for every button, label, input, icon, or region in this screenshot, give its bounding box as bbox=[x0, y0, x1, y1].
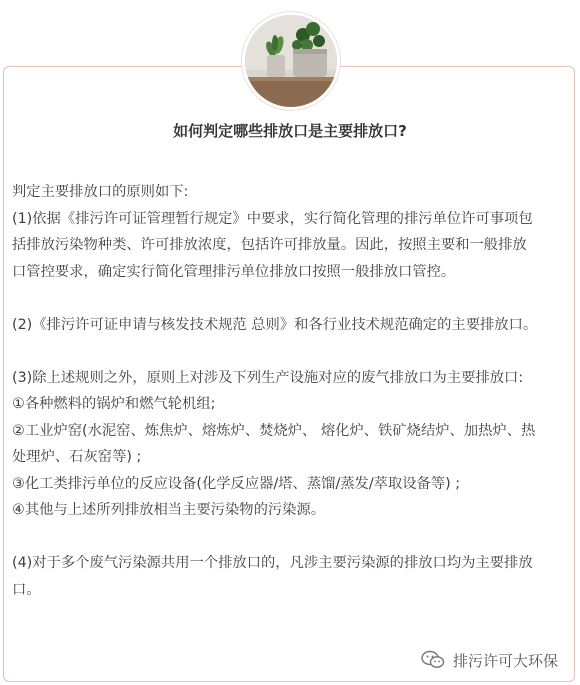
body-line: ①各种燃料的锅炉和燃气轮机组; bbox=[12, 396, 216, 412]
body-line: 判定主要排放口的原则如下: bbox=[12, 184, 189, 200]
body-line: (3)除上述规则之外，原则上对涉及下列生产设施对应的废气排放口为主要排放口: bbox=[12, 369, 524, 386]
body-line: ②工业炉窑(水泥窑、炼焦炉、熔炼炉、焚烧炉、 熔化炉、铁矿烧结炉、加热炉、热 bbox=[12, 422, 536, 439]
watermark-text: 排污许可大环保 bbox=[452, 651, 558, 670]
body-line-blank bbox=[12, 285, 568, 312]
article-title: 如何判定哪些排放口是主要排放口? bbox=[173, 122, 407, 140]
body-line: (1)依据《排污许可证管理暂行规定》中要求，实行简化管理的排污单位许可事项包 bbox=[12, 210, 533, 227]
avatar bbox=[242, 12, 340, 110]
body-line: 处理炉、石灰窑等) ; bbox=[12, 449, 142, 465]
body-line-blank bbox=[12, 338, 568, 365]
body-line: 括排放污染物种类、许可排放浓度，包括许可排放量。因此，按照主要和一般排放 bbox=[12, 237, 527, 253]
wechat-icon bbox=[421, 650, 445, 670]
body-line: ④其他与上述所列排放相当主要污染物的污染源。 bbox=[12, 502, 326, 518]
body-line: 口。 bbox=[12, 581, 41, 598]
body-line: 口管控要求，确定实行简化管理排污单位排放口按照一般排放口管控。 bbox=[12, 263, 456, 280]
article-body bbox=[12, 179, 568, 603]
body-line: ③化工类排污单位的反应设备(化学反应器/塔、蒸馏/蒸发/萃取设备等) ; bbox=[12, 475, 461, 492]
plant-photo-icon bbox=[245, 15, 337, 107]
body-line: (2)《排污许可证申请与核发技术规范 总则》和各行业技术规范确定的主要排放口。 bbox=[12, 316, 538, 333]
body-line: (4)对于多个废气污染源共用一个排放口的，凡涉主要污染源的排放口均为主要排放 bbox=[12, 555, 533, 571]
body-line-blank bbox=[12, 524, 568, 551]
watermark bbox=[421, 649, 558, 671]
